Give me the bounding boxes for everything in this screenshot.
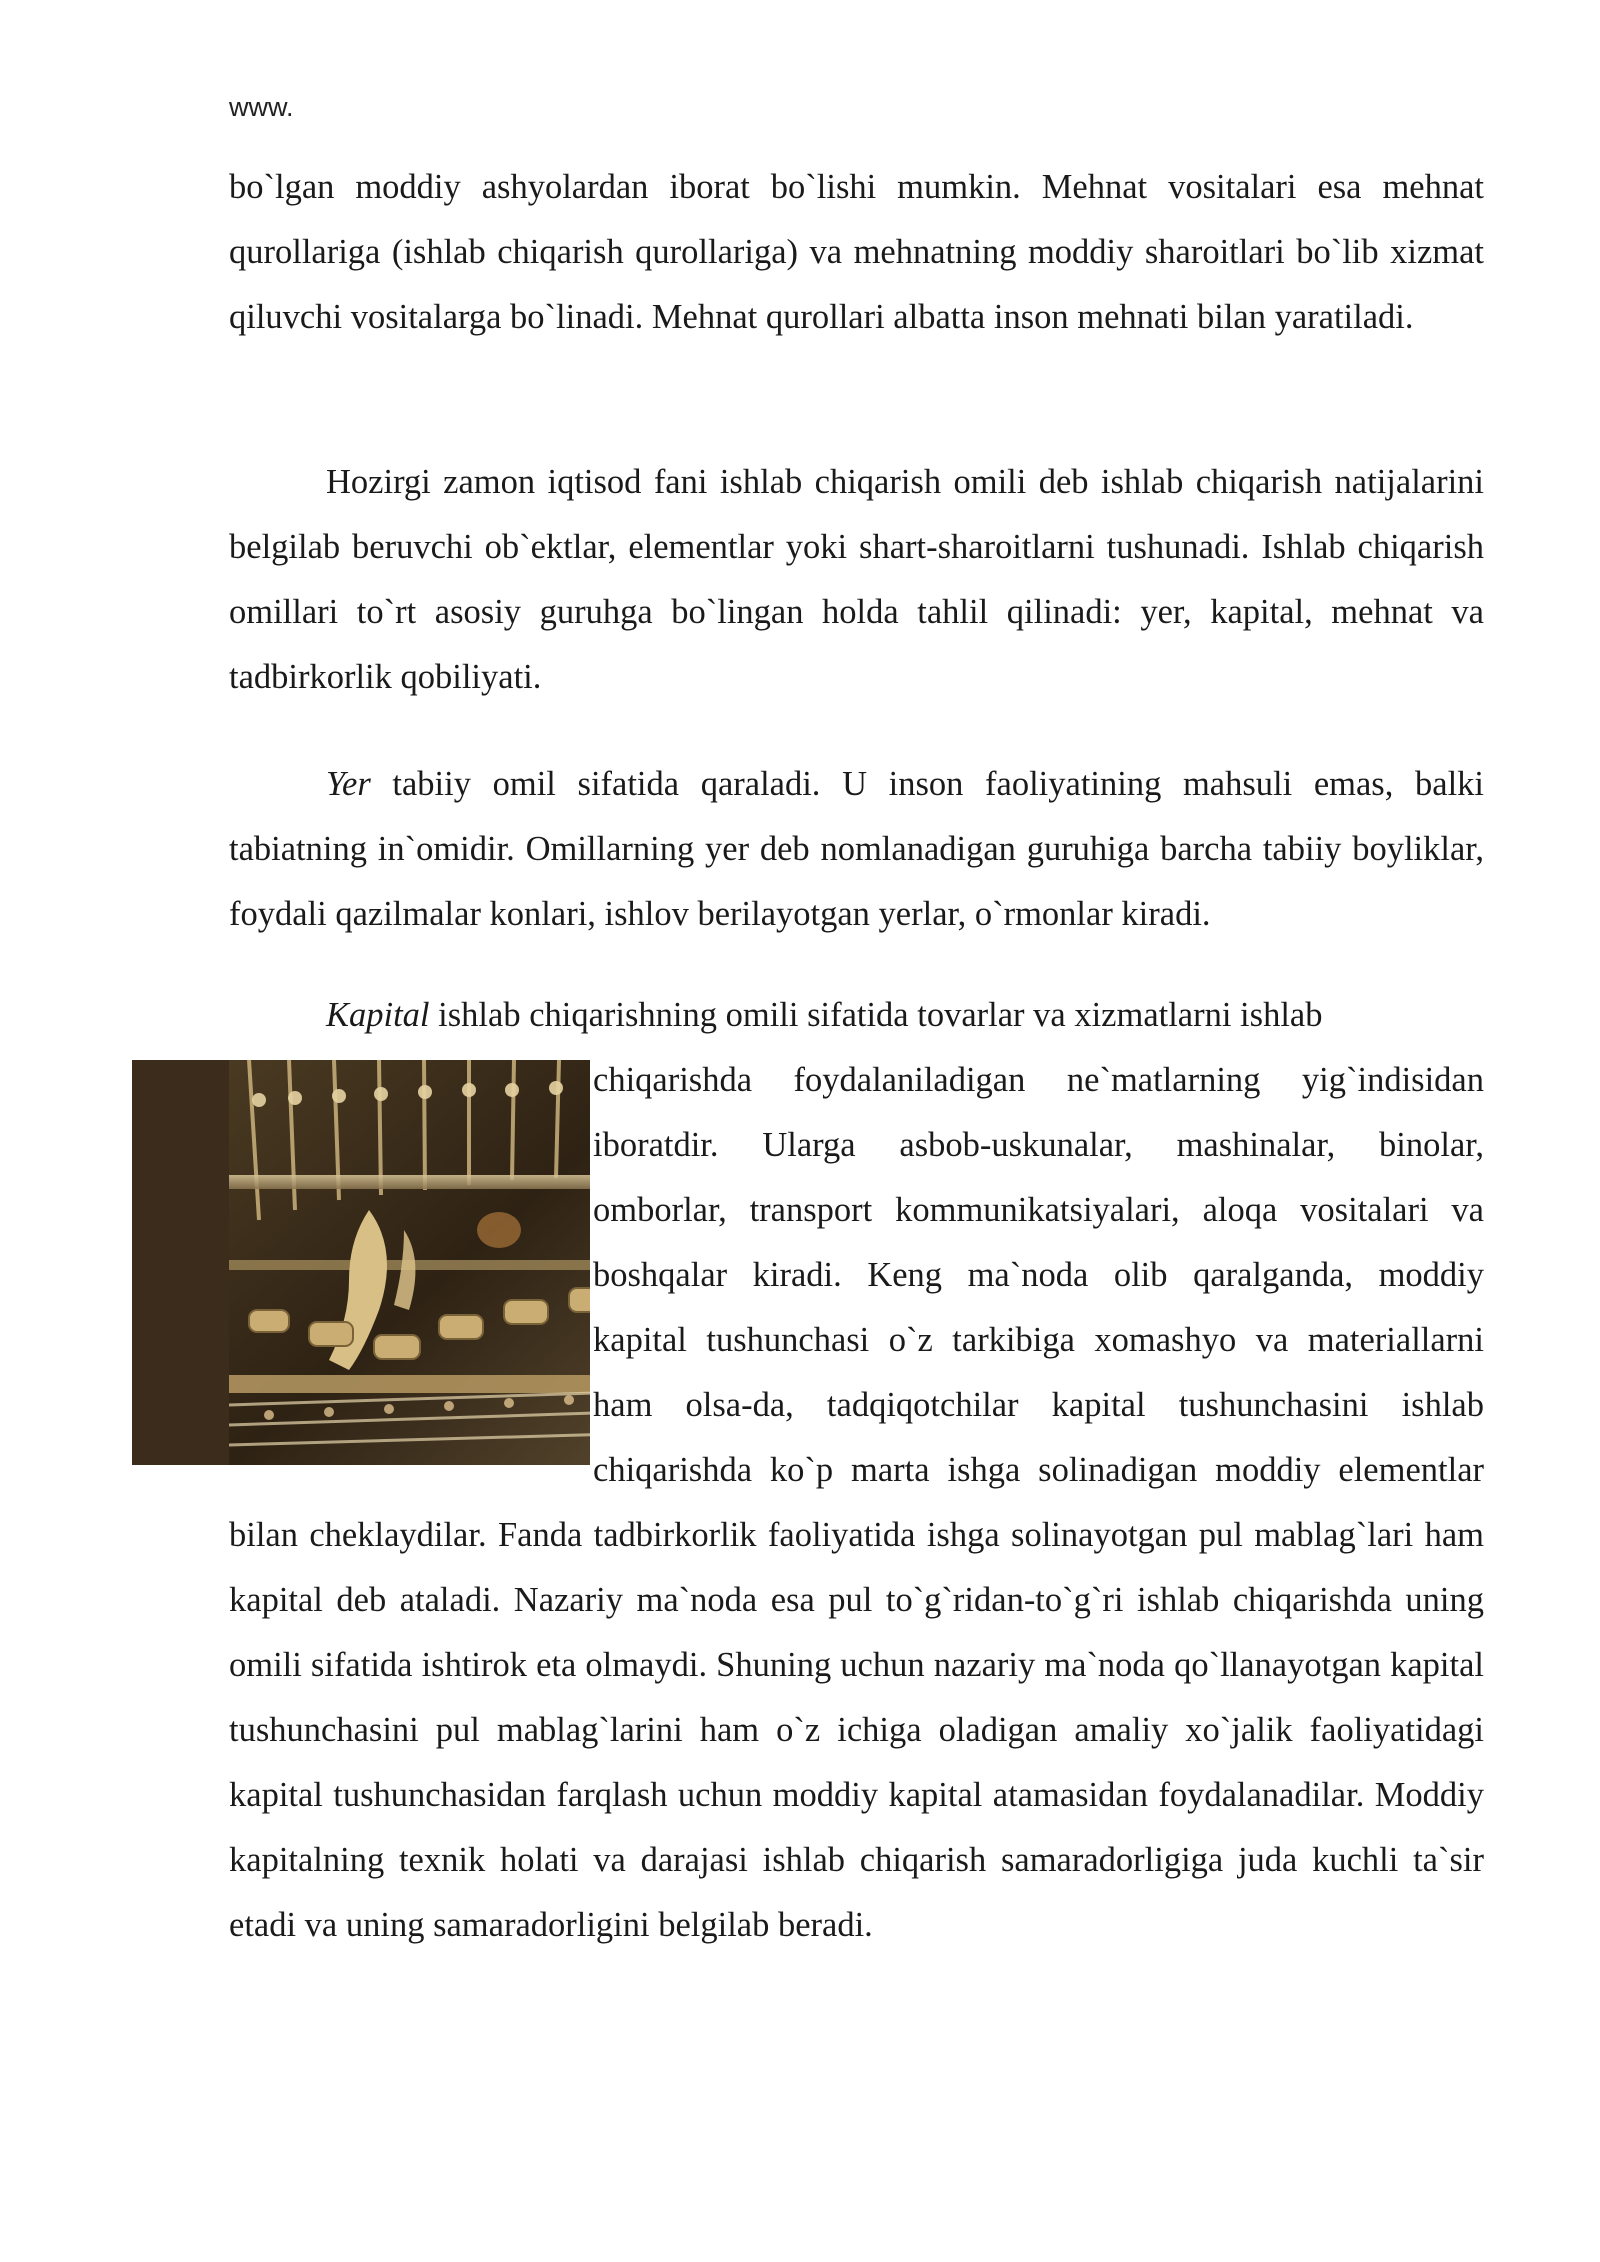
factory-machinery-photo [132,1060,590,1465]
term-capital: Kapital [326,996,430,1034]
paragraph-land-text: tabiiy omil sifatida qaraladi. U inson faoliyatining mahsuli emas, balki tabiatning in`omidir. Omillarning yer deb nomlanadigan guruhiga barcha tabiiy boyliklar, foydali qazilmalar konlari, ishlov berilayotgan yerlar, o`rmonlar kiradi. [229,765,1484,933]
paragraph-capital-text: chiqarishda foydalaniladigan ne`matlarning yig`indisidan iboratdir. Ularga asbob-uskunalar, mashinalar, binolar, omborlar, transport kommunikatsiyalari, aloqa vositalari va boshqalar kiradi. Keng ma`noda olib qaralganda, moddiy kapital tushunchasi o`z tarkibiga xomashyo va materiallarni ham olsa-da, tadqiqotchilar kapital tushunchasini ishlab chiqarishda ko`p marta ishga solinadigan moddiy elementlar bilan cheklaydilar. Fanda tadbirkorlik faoliyatida ishga solinayotgan pul mablag`lari ham kapital deb ataladi. Nazariy ma`noda esa pul to`g`ridan-to`g`ri ishlab chiqarishda uning omili sifatida ishtirok eta olmaydi. Shuning uchun nazariy ma`noda qo`llanayotgan kapital tushunchasini pul mablag`larini ham o`z ichiga oladigan amaliy xo`jalik faoliyatidagi kapital tushunchasidan farqlash uchun moddiy kapital atamasidan foydalanadilar. Moddiy kapitalning texnik holati va darajasi ishlab chiqarish samaradorligiga juda kuchli ta`sir etadi va uning samaradorligini belgilab beradi. [229,1061,1484,1944]
paragraph-capital [229,983,1484,1958]
page-header-url: www. [229,92,294,122]
term-land: Yer [326,765,371,803]
paragraph-production-factors: Hozirgi zamon iqtisod fani ishlab chiqarish omili deb ishlab chiqarish natijalarini belgilab beruvchi ob`ektlar, elementlar yoki shart-sharoitlarni tushunadi. Ishlab chiqarish omillari to`rt asosiy guruhga bo`lingan holda tahlil qilinadi: yer, kapital, mehnat va tadbirkorlik qobiliyati. [229,463,1484,696]
paragraph-land [229,752,1484,947]
paragraph-capital-first-line: ishlab chiqarishning omili sifatida tovarlar va xizmatlarni ishlab [429,996,1323,1034]
paragraph-labor-means: bo`lgan moddiy ashyolardan iborat bo`lishi mumkin. Mehnat vositalari esa mehnat qurollariga (ishlab chiqarish qurollariga) va mehnatning moddiy sharoitlari bo`lib xizmat qiluvchi vositalarga bo`linadi. Mehnat qurollari albatta inson mehnati bilan yaratiladi. [229,168,1484,336]
